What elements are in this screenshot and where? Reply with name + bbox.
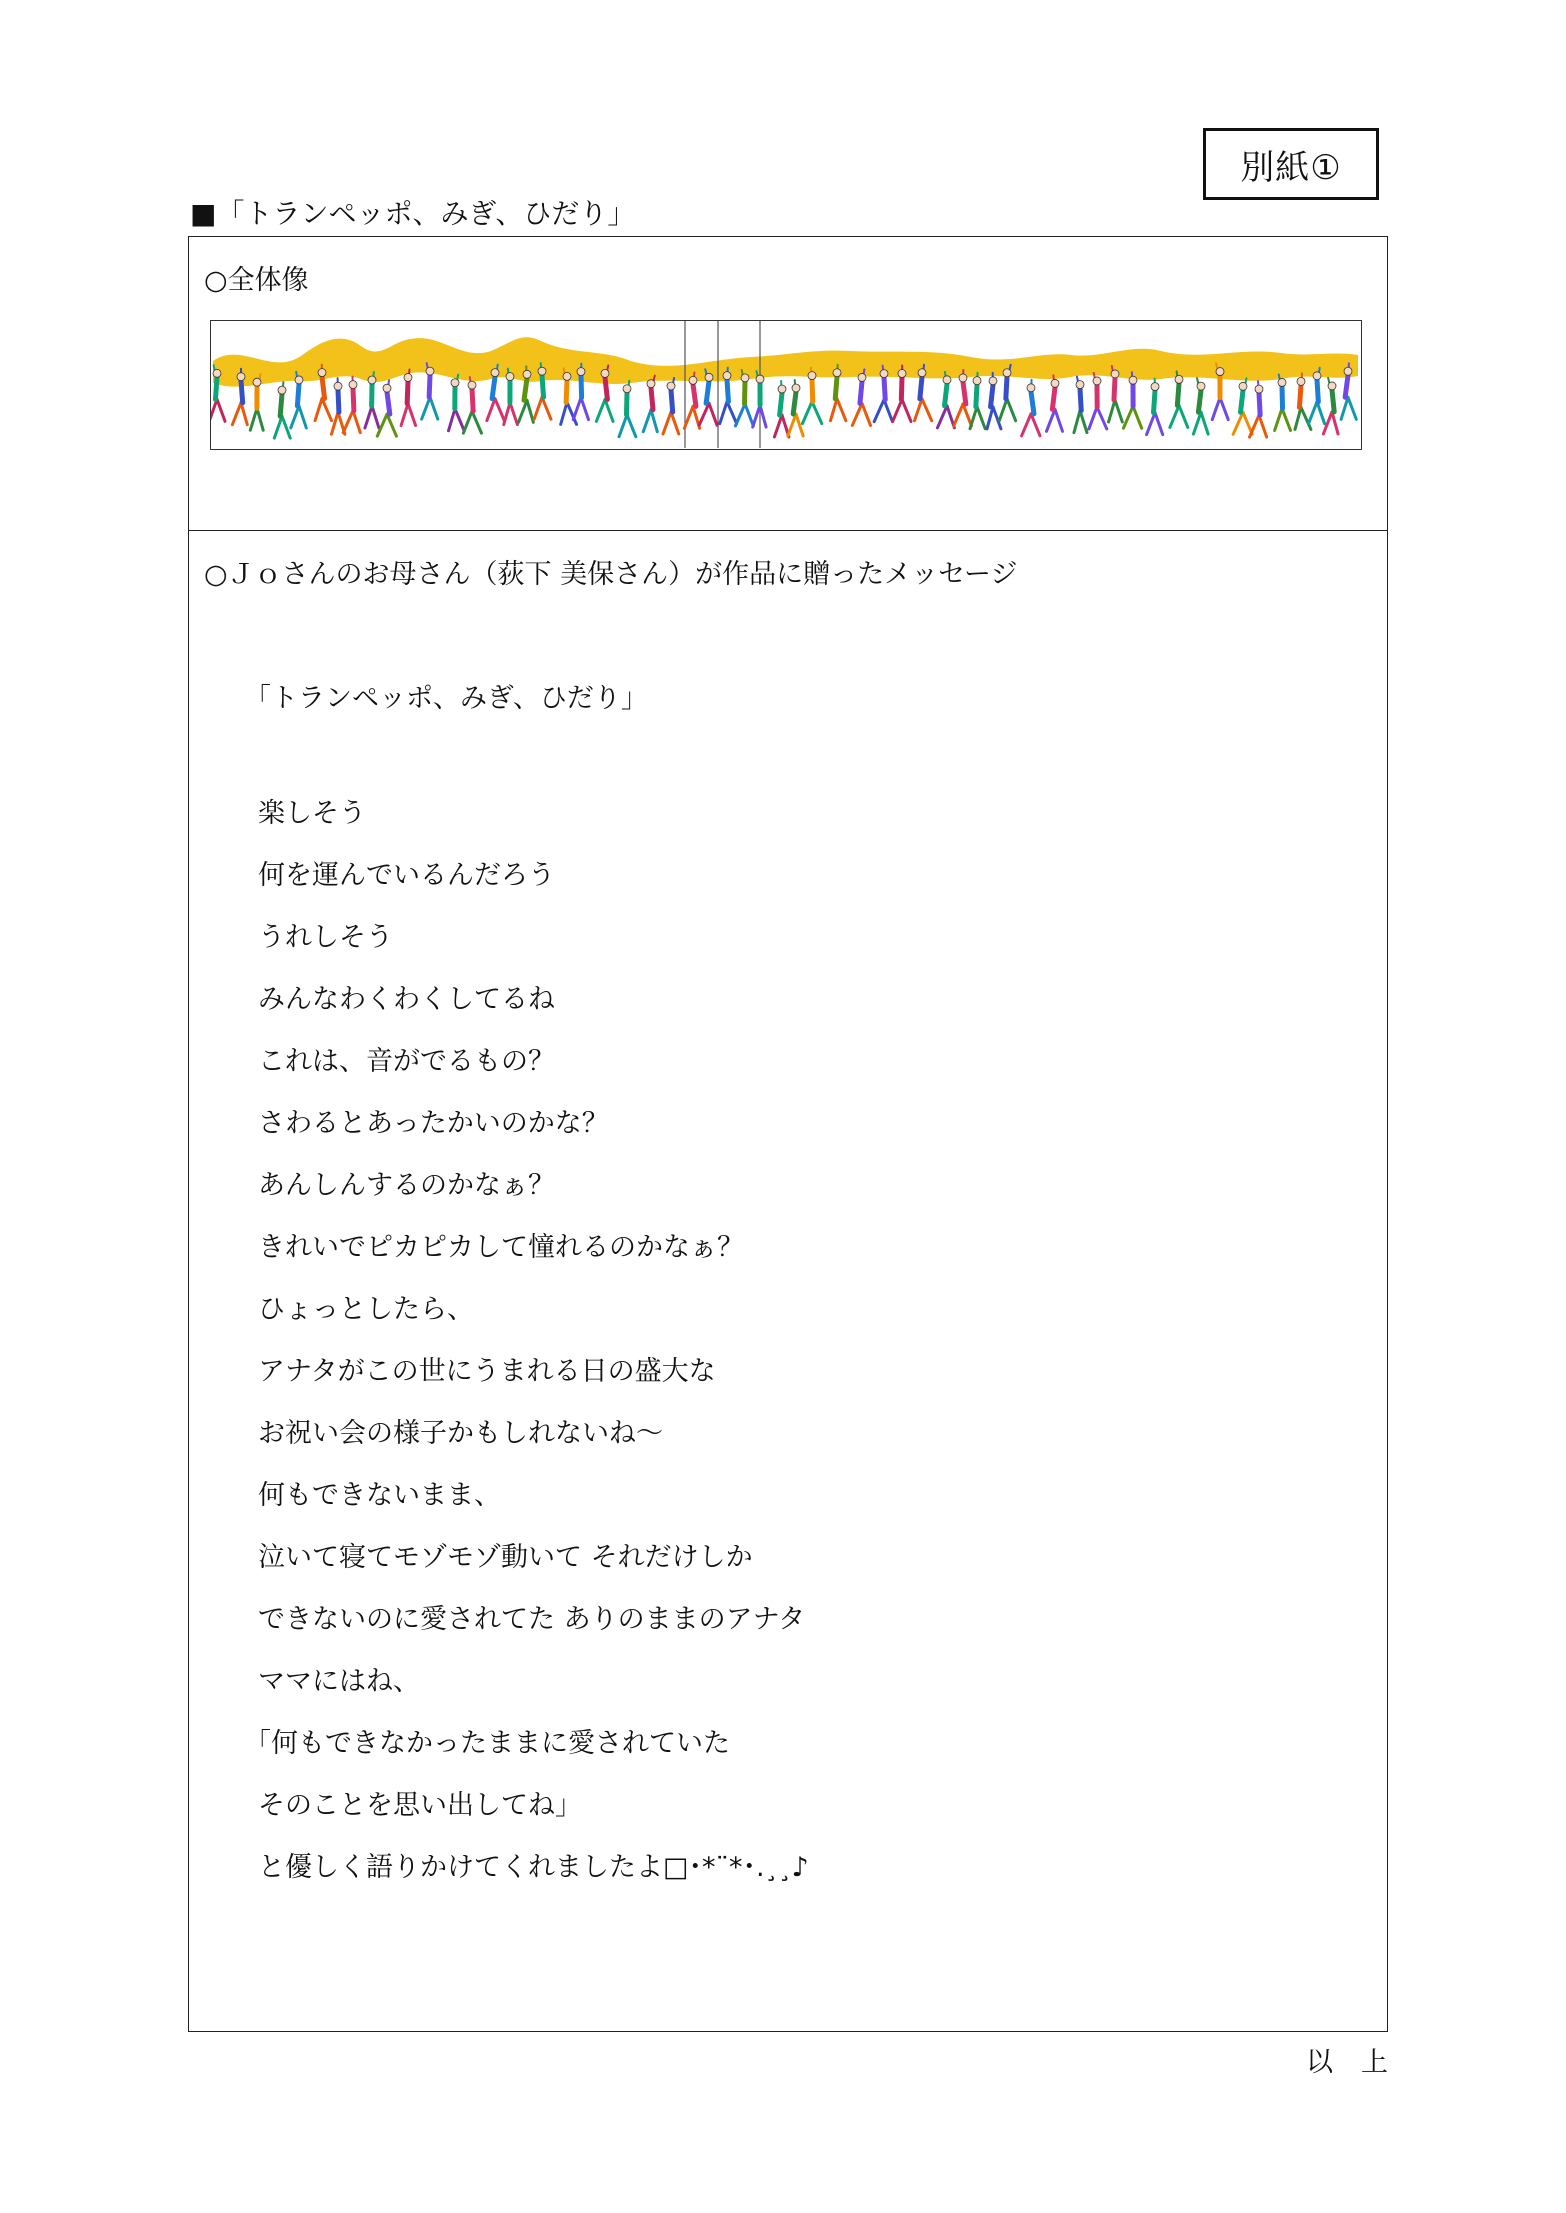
figure <box>1147 379 1163 435</box>
poem-line: うれしそう <box>258 922 393 953</box>
section-divider <box>188 530 1388 531</box>
figure <box>663 378 679 434</box>
attachment-label: 別紙① <box>1240 147 1342 188</box>
poem-line: これは、音がでるもの？ <box>258 1046 555 1077</box>
yellow-ribbon <box>213 337 1358 386</box>
poem-line: ひょっとしたら、 <box>258 1294 474 1325</box>
figure <box>1193 378 1208 434</box>
figure <box>1089 373 1107 429</box>
poem-line: そのことを思い出してね」 <box>258 1790 582 1821</box>
figure <box>1022 380 1040 436</box>
figure <box>401 369 415 425</box>
figure <box>852 369 870 425</box>
poem-line: 「何もできなかったままに愛されていた <box>244 1728 730 1759</box>
poem-line: お祝い会の様子かもしれないね〜 <box>258 1418 663 1449</box>
message-heading: ○Ｊｏさんのお母さん（荻下 美保さん）が作品に贈ったメッセージ <box>204 559 1018 590</box>
poem-line: 何もできないまま、 <box>258 1480 501 1511</box>
figure <box>643 376 657 432</box>
figure <box>1323 378 1338 434</box>
poem-line: きれいでピカピカして憧れるのかなぁ？ <box>258 1232 744 1263</box>
figure <box>1074 377 1087 433</box>
figure <box>1046 375 1062 431</box>
attachment-stamp <box>1203 128 1379 200</box>
poem-line: 泣いて寝てモゾモゾ動いて それだけしか <box>258 1542 753 1573</box>
figure <box>1123 372 1141 428</box>
figure <box>331 378 344 434</box>
figure <box>1233 378 1252 434</box>
poem-line: できないのに愛されてた ありのままのアナタ <box>258 1604 806 1635</box>
poem-title: 「トランペッポ、みぎ、ひだり」 <box>244 683 648 714</box>
figure <box>343 377 360 433</box>
figure <box>274 382 290 438</box>
figure <box>463 377 481 433</box>
poem-line: ママにはね、 <box>258 1666 420 1697</box>
figure <box>954 370 972 426</box>
document-title: ■「トランペッポ、みぎ、ひだり」 <box>190 197 636 230</box>
figure <box>1170 371 1188 427</box>
poem-line: 何を運んでいるんだろう <box>258 860 555 891</box>
panorama-artwork <box>210 320 1362 450</box>
panorama-illustration <box>211 321 1360 448</box>
figure <box>774 381 789 437</box>
figure <box>619 381 636 437</box>
figure <box>753 371 766 427</box>
poem-line: 楽しそう <box>258 798 366 829</box>
poem-line: みんなわくわくしてるね <box>258 984 555 1015</box>
poem-line: あんしんするのかなぁ？ <box>258 1170 555 1201</box>
poem-line: さわるとあったかいのかな？ <box>258 1108 609 1139</box>
figure <box>1275 374 1291 430</box>
figure <box>377 380 396 436</box>
figure <box>937 372 954 428</box>
figure <box>970 373 985 429</box>
closing-mark: 以上 <box>1306 2047 1416 2078</box>
overview-heading: ○全体像 <box>204 265 309 296</box>
figure <box>1250 381 1267 437</box>
figure <box>448 375 464 431</box>
figure <box>788 380 803 436</box>
poem-line: アナタがこの世にうまれる日の盛大な <box>258 1356 716 1387</box>
poem-line: と優しく語りかけてくれましたよ□･*¨*･.¸¸♪ <box>258 1852 809 1883</box>
